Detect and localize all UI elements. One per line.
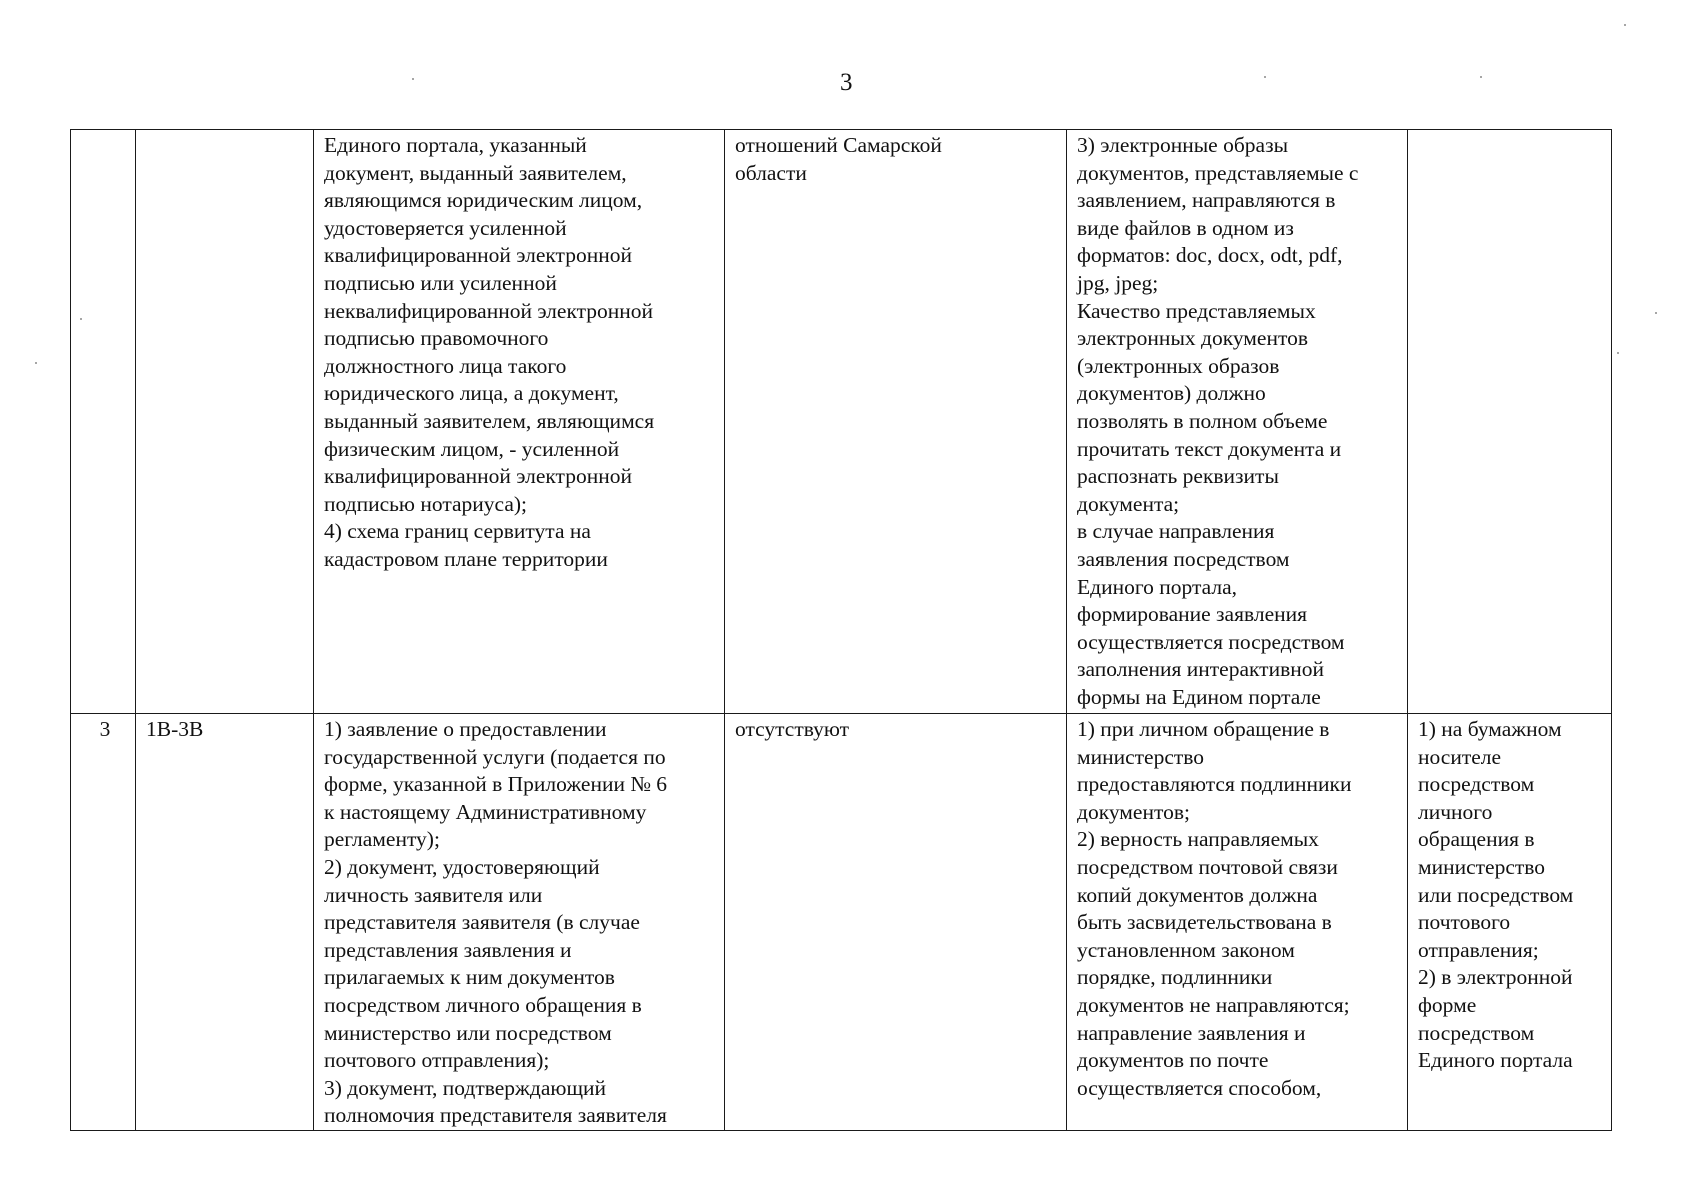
submission-cell [1408, 714, 1612, 1131]
interagency-text: отношений Самарской области [735, 133, 942, 185]
page-number: 3 [840, 69, 853, 96]
interagency-cell [725, 130, 1067, 714]
scan-speck [412, 78, 414, 80]
document-table [70, 129, 1612, 1131]
scan-speck [1617, 352, 1619, 354]
requirements-text: 3) электронные образы документов, представляемые с заявлением, направляются в виде файлов в одном из форматов: doc, docx, odt, pdf, jpg, jpeg; Качество представляемых электронных документов (электронных образов документов) должно позволять в полном объеме прочитать текст документа и распознать реквизиты документа; в случае направления заявления посредством Единого портала, формирование заявления осуществляется посредством заполнения интерактивной формы на Едином портале [1077, 133, 1359, 709]
scan-speck [1655, 312, 1657, 314]
interagency-cell [725, 714, 1067, 1131]
documents-text: 1) заявление о предоставлении государственной услуги (подается по форме, указанной в Приложении № 6 к настоящему Административному регламенту); 2) документ, удостоверяющий личность заявителя или представителя заявителя (в случае представления заявления и прилагаемых к ним документов посредством личного обращения в министерство или посредством почтового отправления); 3) документ, подтверждающий полномочия представителя заявителя [324, 717, 667, 1128]
subservice-code: 1В-3В [146, 717, 204, 741]
submission-cell [1408, 130, 1612, 714]
table-row [71, 130, 1612, 714]
documents-cell [314, 714, 725, 1131]
code-cell [136, 714, 314, 1131]
scan-speck [1624, 24, 1626, 26]
scan-speck [1480, 76, 1482, 78]
requirements-text: 1) при личном обращение в министерство предоставляются подлинники документов; 2) верность направляемых посредством почтовой связи копий документов должна быть засвидетельствована в установленном законом порядке, подлинники документов не направляются; направление заявления и документов по почте осуществляется способом, [1077, 717, 1352, 1100]
requirements-cell [1067, 714, 1408, 1131]
row-number-cell [71, 130, 136, 714]
scan-speck [1264, 76, 1266, 78]
requirements-cell [1067, 130, 1408, 714]
documents-text: Единого портала, указанный документ, выданный заявителем, являющимся юридическим лицом, удостоверяется усиленной квалифицированной электронной подписью или усиленной неквалифицированной электронной подписью правомочного должностного лица такого юридического лица, а документ, выданный заявителем, являющимся физическим лицом, - усиленной квалифицированной электронной подписью нотариуса); 4) схема границ сервитута на кадастровом плане территории [324, 133, 655, 571]
row-number-cell [71, 714, 136, 1131]
scan-speck [80, 318, 82, 320]
interagency-text: отсутствуют [735, 717, 850, 741]
submission-text: 1) на бумажном носителе посредством личного обращения в министерство или посредством почтового отправления; 2) в электронной форме посредством Единого портала [1418, 717, 1574, 1073]
documents-cell [314, 130, 725, 714]
table-row [71, 714, 1612, 1131]
row-number: 3 [99, 717, 111, 741]
code-cell [136, 130, 314, 714]
scan-speck [35, 362, 37, 364]
